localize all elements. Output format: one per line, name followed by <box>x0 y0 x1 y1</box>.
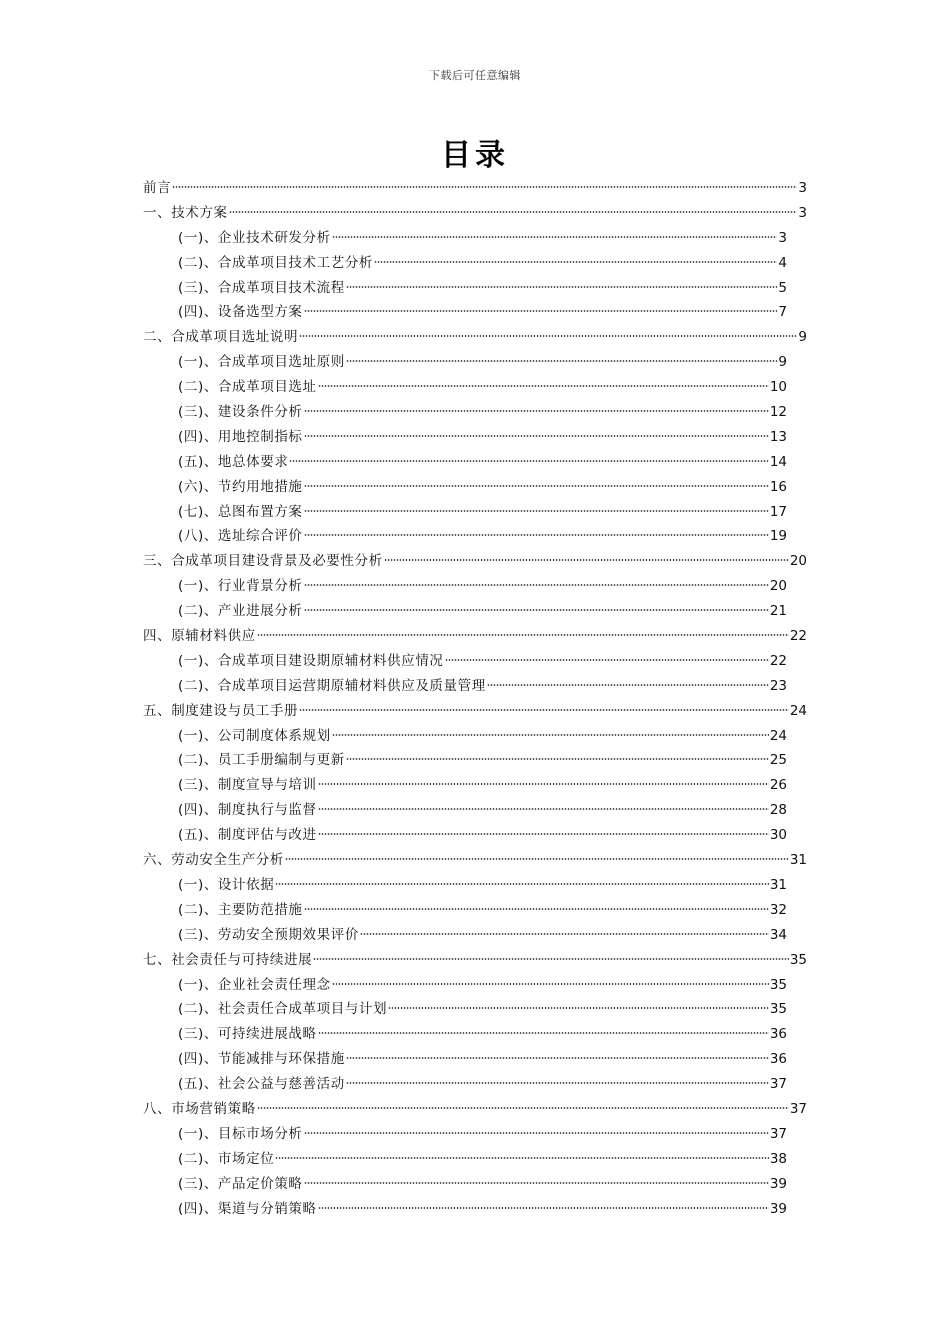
entry-page-number: 3 <box>798 204 807 221</box>
dot-leader <box>304 510 769 512</box>
entry-label: (二)、产业进展分析 <box>178 603 303 620</box>
entry-label: 一、技术方案 <box>143 204 228 221</box>
toc-entry[interactable] <box>143 450 807 475</box>
toc-title: 目录 <box>441 138 509 173</box>
toc-entry[interactable] <box>143 350 807 375</box>
entry-page-number: 21 <box>769 603 787 620</box>
entry-label: (一)、企业社会责任理念 <box>178 976 331 993</box>
entry-page-number: 3 <box>798 180 807 196</box>
entry-page-number: 32 <box>769 901 787 918</box>
entry-page-number: 37 <box>769 1076 787 1093</box>
dot-leader <box>304 310 778 312</box>
entry-page-number: 24 <box>769 727 787 744</box>
toc-entry[interactable] <box>143 425 807 450</box>
dot-leader <box>304 609 769 611</box>
entry-label: (二)、员工手册编制与更新 <box>178 752 345 769</box>
entry-page-number: 30 <box>769 827 787 844</box>
toc-entry[interactable] <box>143 674 807 699</box>
entry-label: (五)、社会公益与慈善活动 <box>178 1076 345 1093</box>
entry-label: (三)、可持续进展战略 <box>178 1026 317 1043</box>
toc-entry[interactable] <box>143 574 807 599</box>
entry-page-number: 4 <box>778 254 787 271</box>
toc-entry[interactable] <box>143 276 807 301</box>
entry-label: (四)、制度执行与监督 <box>178 802 317 819</box>
entry-page-number: 22 <box>789 628 807 645</box>
toc-entry[interactable] <box>143 1022 807 1047</box>
toc-entry[interactable] <box>143 724 807 749</box>
toc-entry[interactable] <box>143 500 807 525</box>
dot-leader <box>299 335 797 337</box>
entry-label: (一)、行业背景分析 <box>178 578 303 595</box>
dot-leader <box>318 1207 769 1209</box>
entry-page-number: 37 <box>789 1100 807 1117</box>
entry-page-number: 20 <box>789 553 807 570</box>
entry-page-number: 19 <box>769 528 787 545</box>
dot-leader <box>313 958 789 960</box>
dot-leader <box>304 485 769 487</box>
entry-page-number: 26 <box>769 777 787 794</box>
toc-entry[interactable] <box>143 226 807 251</box>
dot-leader <box>289 460 768 462</box>
entry-label: (三)、产品定价策略 <box>178 1175 303 1192</box>
toc-entry[interactable] <box>143 997 807 1022</box>
entry-page-number: 28 <box>769 802 787 819</box>
entry-page-number: 9 <box>798 329 807 346</box>
toc-entry[interactable] <box>143 898 807 923</box>
entry-page-number: 3 <box>778 229 787 246</box>
entry-label: 二、合成革项目选址说明 <box>143 329 299 346</box>
entry-page-number: 23 <box>769 677 787 694</box>
entry-label: (二)、合成革项目技术工艺分析 <box>178 254 374 271</box>
dot-leader <box>318 783 769 785</box>
entry-label: (四)、用地控制指标 <box>178 428 303 445</box>
dot-leader <box>172 186 797 188</box>
toc-entry[interactable] <box>143 798 807 823</box>
toc-entry[interactable] <box>143 823 807 848</box>
entry-page-number: 17 <box>769 503 787 520</box>
entry-label: (五)、制度评估与改进 <box>178 827 317 844</box>
entry-page-number: 35 <box>789 951 807 968</box>
dot-leader <box>304 1182 769 1184</box>
toc-entry[interactable] <box>143 1047 807 1072</box>
toc-entry[interactable] <box>143 1197 807 1222</box>
entry-label: (七)、总图布置方案 <box>178 503 303 520</box>
entry-label: (二)、合成革项目选址 <box>178 379 317 396</box>
toc-entry[interactable] <box>143 549 807 574</box>
dot-leader <box>304 534 769 536</box>
entry-label: (一)、设计依据 <box>178 876 275 893</box>
dot-leader <box>374 261 777 263</box>
toc-entry[interactable] <box>143 748 807 773</box>
entry-page-number: 39 <box>769 1175 787 1192</box>
entry-label: (八)、选址综合评价 <box>178 528 303 545</box>
dot-leader <box>318 833 769 835</box>
dot-leader <box>346 1057 769 1059</box>
dot-leader <box>332 983 769 985</box>
toc-entry[interactable] <box>143 649 807 674</box>
dot-leader <box>346 1082 769 1084</box>
entry-page-number: 25 <box>769 752 787 769</box>
header-note: 下载后可任意编辑 <box>429 69 521 82</box>
entry-page-number: 24 <box>789 702 807 719</box>
entry-page-number: 34 <box>769 926 787 943</box>
entry-label: (三)、制度宣导与培训 <box>178 777 317 794</box>
toc-entry[interactable] <box>143 923 807 948</box>
entry-label: (五)、地总体要求 <box>178 453 289 470</box>
entry-label: (四)、设备选型方案 <box>178 304 303 321</box>
dot-leader <box>346 758 769 760</box>
dot-leader <box>318 385 769 387</box>
dot-leader <box>487 684 769 686</box>
toc-entry[interactable] <box>143 251 807 276</box>
toc-entry[interactable] <box>143 1172 807 1197</box>
entry-label: (一)、公司制度体系规划 <box>178 727 331 744</box>
dot-leader <box>304 435 769 437</box>
dot-leader <box>346 286 778 288</box>
dot-leader <box>257 634 789 636</box>
entry-label: 前言 <box>143 180 172 196</box>
toc-entry[interactable] <box>143 325 807 350</box>
entry-label: 四、原辅材料供应 <box>143 628 256 645</box>
dot-leader <box>445 659 769 661</box>
entry-label: (二)、市场定位 <box>178 1150 275 1167</box>
entry-label: 三、合成革项目建设背景及必要性分析 <box>143 553 383 570</box>
entry-label: (四)、渠道与分销策略 <box>178 1200 317 1217</box>
dot-leader <box>346 360 778 362</box>
entry-page-number: 12 <box>769 404 787 421</box>
entry-page-number: 36 <box>769 1026 787 1043</box>
toc-entry[interactable] <box>143 948 807 973</box>
entry-page-number: 31 <box>789 852 807 869</box>
toc-entry[interactable] <box>143 699 807 724</box>
entry-label: (一)、合成革项目选址原则 <box>178 354 345 371</box>
entry-label: (一)、目标市场分析 <box>178 1125 303 1142</box>
dot-leader <box>299 709 789 711</box>
toc-entry[interactable] <box>143 176 807 201</box>
entry-page-number: 16 <box>769 478 787 495</box>
dot-leader <box>257 1107 789 1109</box>
entry-label: 七、社会责任与可持续进展 <box>143 951 313 968</box>
entry-label: 五、制度建设与员工手册 <box>143 702 299 719</box>
entry-page-number: 22 <box>769 652 787 669</box>
entry-page-number: 5 <box>778 279 787 296</box>
dot-leader <box>332 734 769 736</box>
entry-page-number: 36 <box>769 1051 787 1068</box>
entry-label: (二)、社会责任合成革项目与计划 <box>178 1001 388 1018</box>
toc-entry[interactable] <box>143 1147 807 1172</box>
entry-page-number: 31 <box>769 876 787 893</box>
toc-entry[interactable] <box>143 201 807 226</box>
entry-page-number: 10 <box>769 379 787 396</box>
entry-label: (二)、合成革项目运营期原辅材料供应及质量管理 <box>178 677 486 694</box>
entry-label: (六)、节约用地措施 <box>178 478 303 495</box>
entry-label: (二)、主要防范措施 <box>178 901 303 918</box>
entry-page-number: 20 <box>769 578 787 595</box>
entry-label: (四)、节能减排与环保措施 <box>178 1051 345 1068</box>
toc-entry[interactable] <box>143 400 807 425</box>
entry-page-number: 37 <box>769 1125 787 1142</box>
dot-leader <box>360 933 769 935</box>
dot-leader <box>304 908 769 910</box>
entry-page-number: 7 <box>778 304 787 321</box>
dot-leader <box>388 1007 769 1009</box>
entry-page-number: 39 <box>769 1200 787 1217</box>
dot-leader <box>229 211 798 213</box>
entry-label: 六、劳动安全生产分析 <box>143 852 284 869</box>
toc-entry[interactable] <box>143 375 807 400</box>
entry-label: (三)、建设条件分析 <box>178 404 303 421</box>
dot-leader <box>275 1157 768 1159</box>
dot-leader <box>318 808 769 810</box>
dot-leader <box>285 858 789 860</box>
entry-page-number: 14 <box>769 453 787 470</box>
dot-leader <box>275 883 768 885</box>
dot-leader <box>304 410 769 412</box>
dot-leader <box>332 236 778 238</box>
dot-leader <box>318 1032 769 1034</box>
entry-label: (一)、合成革项目建设期原辅材料供应情况 <box>178 652 444 669</box>
entry-label: (三)、合成革项目技术流程 <box>178 279 345 296</box>
dot-leader <box>384 559 789 561</box>
toc-entry[interactable] <box>143 524 807 549</box>
toc-entry[interactable] <box>143 873 807 898</box>
entry-page-number: 9 <box>778 354 787 371</box>
toc-entry[interactable] <box>143 848 807 873</box>
toc-entry[interactable] <box>143 475 807 500</box>
entry-page-number: 35 <box>769 1001 787 1018</box>
entry-label: (三)、劳动安全预期效果评价 <box>178 926 359 943</box>
entry-page-number: 13 <box>769 428 787 445</box>
toc-entry[interactable] <box>143 773 807 798</box>
toc-entry[interactable] <box>143 300 807 325</box>
table-of-contents <box>143 176 807 1221</box>
dot-leader <box>304 584 769 586</box>
toc-entry[interactable] <box>143 1122 807 1147</box>
entry-label: (一)、企业技术研发分析 <box>178 229 331 246</box>
toc-entry[interactable] <box>143 1097 807 1122</box>
toc-entry[interactable] <box>143 973 807 998</box>
toc-entry[interactable] <box>143 624 807 649</box>
toc-entry[interactable] <box>143 599 807 624</box>
entry-page-number: 35 <box>769 976 787 993</box>
entry-label: 八、市场营销策略 <box>143 1100 256 1117</box>
entry-page-number: 38 <box>769 1150 787 1167</box>
toc-entry[interactable] <box>143 1072 807 1097</box>
dot-leader <box>304 1132 769 1134</box>
